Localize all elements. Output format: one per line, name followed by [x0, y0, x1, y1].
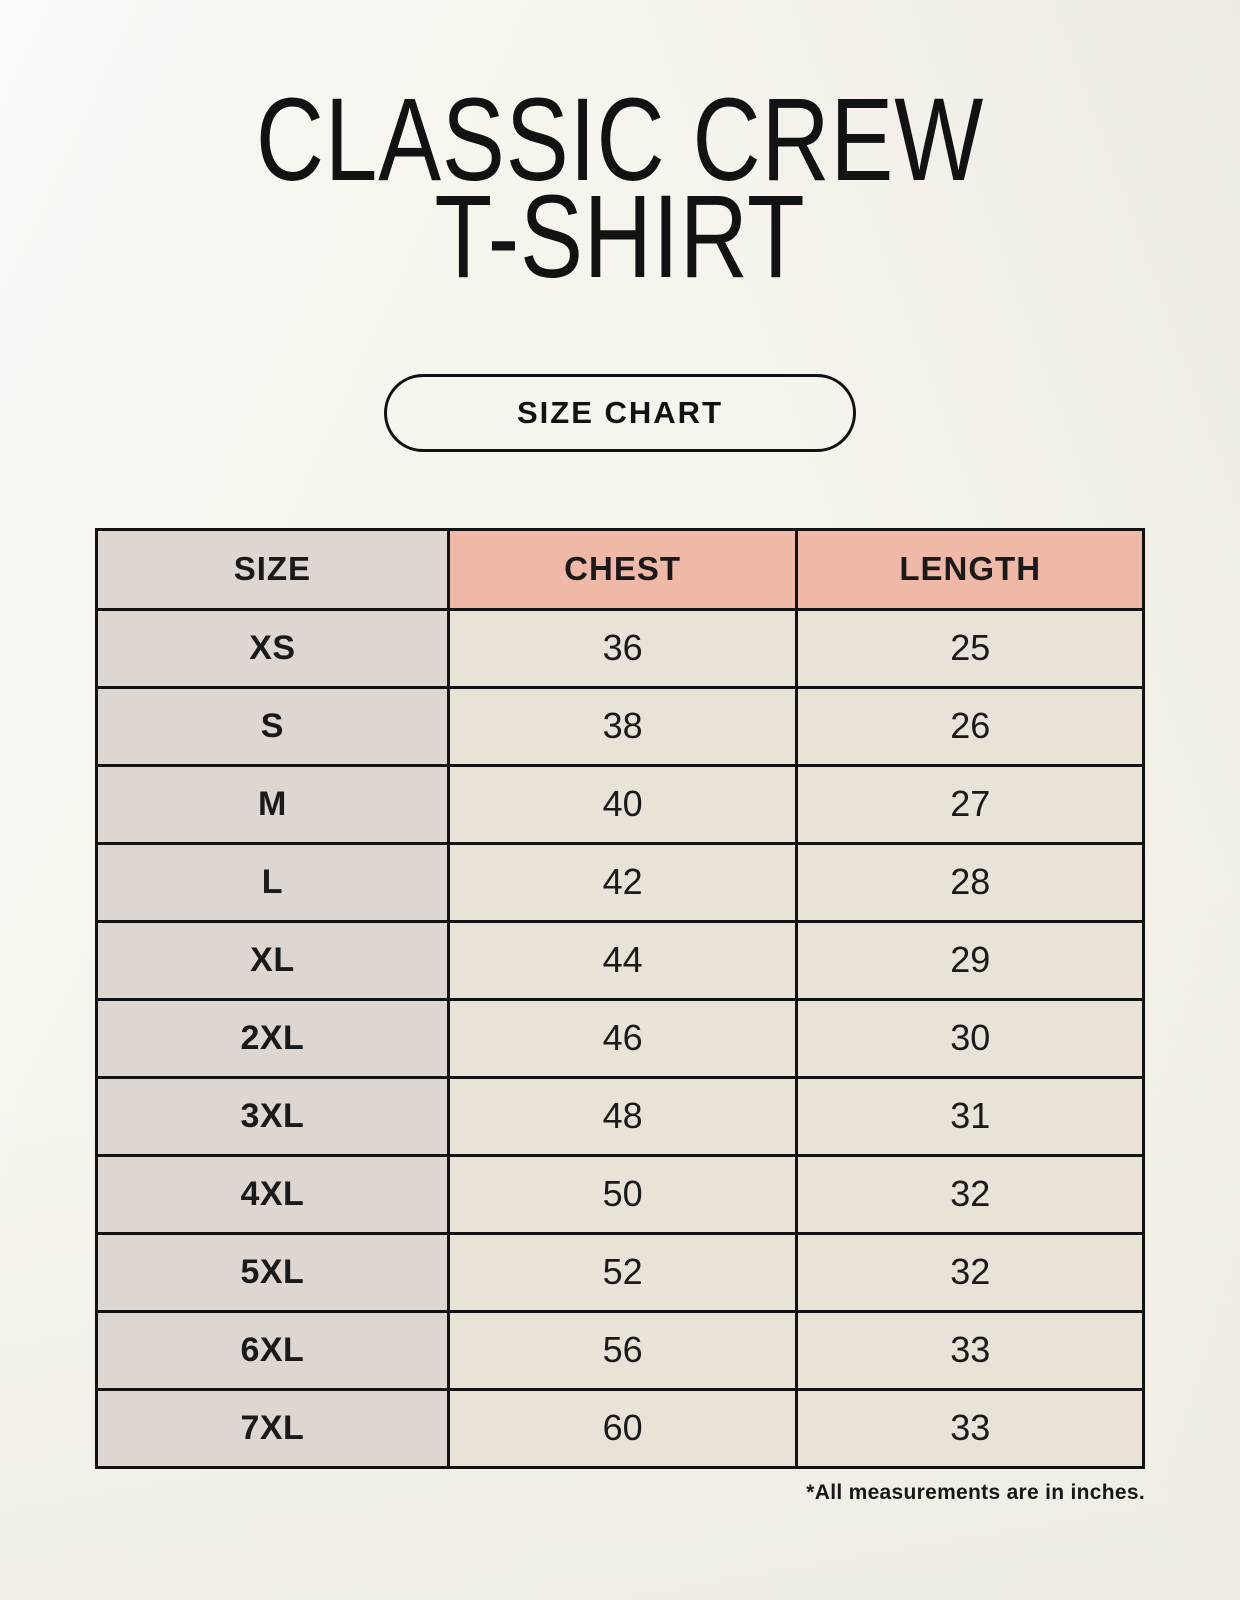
length-cell: 25 — [797, 609, 1144, 687]
column-header-size: SIZE — [97, 529, 449, 609]
size-cell: XL — [97, 921, 449, 999]
size-cell: 3XL — [97, 1077, 449, 1155]
chest-cell: 52 — [448, 1233, 797, 1311]
size-cell: 2XL — [97, 999, 449, 1077]
size-cell: 6XL — [97, 1311, 449, 1389]
size-cell: 5XL — [97, 1233, 449, 1311]
chest-cell: 38 — [448, 687, 797, 765]
length-cell: 28 — [797, 843, 1144, 921]
chest-cell: 60 — [448, 1389, 797, 1467]
table-row — [97, 999, 1144, 1077]
length-cell: 33 — [797, 1311, 1144, 1389]
chest-cell: 40 — [448, 765, 797, 843]
chest-cell: 48 — [448, 1077, 797, 1155]
size-chart-button[interactable]: SIZE CHART — [384, 374, 856, 452]
page-title-line1: CLASSIC CREW — [255, 74, 985, 206]
length-cell: 29 — [797, 921, 1144, 999]
page-title-line2: T-SHIRT — [434, 170, 806, 303]
table-row — [97, 1389, 1144, 1467]
page-title — [0, 74, 1240, 303]
table-row — [97, 765, 1144, 843]
size-cell: 7XL — [97, 1389, 449, 1467]
chest-cell: 46 — [448, 999, 797, 1077]
table-row — [97, 921, 1144, 999]
measurements-footnote: *All measurements are in inches. — [806, 1480, 1145, 1504]
table-row — [97, 1077, 1144, 1155]
table-row — [97, 843, 1144, 921]
length-cell: 30 — [797, 999, 1144, 1077]
table-row — [97, 1311, 1144, 1389]
chest-cell: 36 — [448, 609, 797, 687]
length-cell: 32 — [797, 1233, 1144, 1311]
table-row — [97, 609, 1144, 687]
size-chart-table — [95, 528, 1145, 1469]
size-cell: L — [97, 843, 449, 921]
chest-cell: 42 — [448, 843, 797, 921]
chest-cell: 44 — [448, 921, 797, 999]
table-row — [97, 1233, 1144, 1311]
length-cell: 33 — [797, 1389, 1144, 1467]
length-cell: 26 — [797, 687, 1144, 765]
column-header-chest: CHEST — [448, 529, 797, 609]
size-chart-button-container — [0, 374, 1240, 452]
size-cell: 4XL — [97, 1155, 449, 1233]
length-cell: 31 — [797, 1077, 1144, 1155]
size-cell: XS — [97, 609, 449, 687]
table-row — [97, 687, 1144, 765]
table-header-row — [97, 529, 1144, 609]
size-cell: S — [97, 687, 449, 765]
chest-cell: 50 — [448, 1155, 797, 1233]
column-header-length: LENGTH — [797, 529, 1144, 609]
size-cell: M — [97, 765, 449, 843]
length-cell: 32 — [797, 1155, 1144, 1233]
table-row — [97, 1155, 1144, 1233]
chest-cell: 56 — [448, 1311, 797, 1389]
length-cell: 27 — [797, 765, 1144, 843]
